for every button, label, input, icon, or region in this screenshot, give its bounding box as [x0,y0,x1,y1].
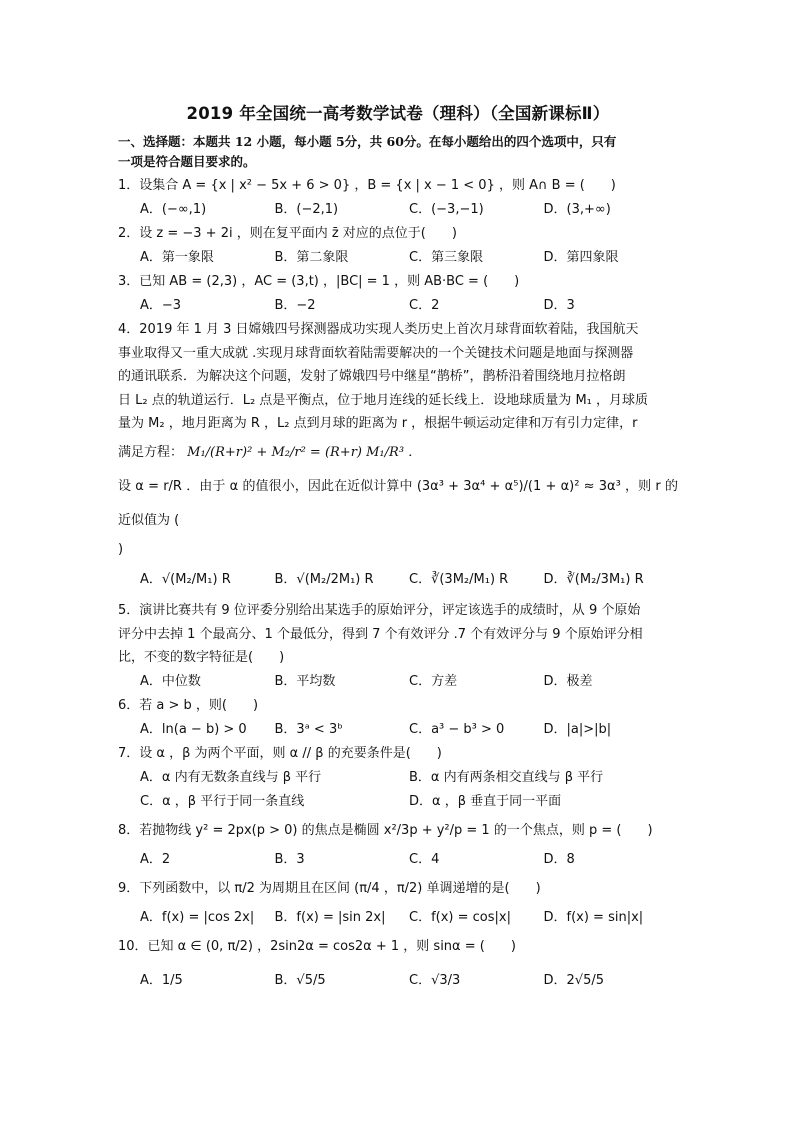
question-4-line-2: 事业取得又一重大成就 .实现月球背面软着陆需要解决的一个关键技术问题是地面与探测器 [118,345,634,361]
option-c: C．√3/3 [409,972,461,988]
option-b: B．第二象限 [274,250,349,265]
question-6-options [118,718,678,742]
question-4-options [118,561,678,599]
question-10: 10．已知 α ∈ (0, π/2) ，2sin2α = cos2α + 1 ，则 sinα = ( ) [118,938,516,954]
option-b: B．3 [274,851,305,867]
question-4-closing-paren: ) [118,541,124,557]
question-5-options [118,670,678,694]
section-heading [118,132,678,172]
option-d: D．(3,+∞) [543,202,611,217]
option-c: C．方差 [409,673,458,689]
option-a: A．中位数 [140,673,201,689]
question-7-options-row-2 [118,790,678,814]
option-b: B．√(M₂/2M₁) R [274,572,374,587]
question-8-options [118,848,678,872]
question-4-equation-line [118,436,678,470]
option-a: A．α 内有无数条直线与 β 平行 [140,769,322,785]
question-1-options [118,198,678,222]
option-d: D．∛(M₂/3M₁) R [543,572,644,587]
question-9: 9．下列函数中，以 π/2 为周期且在区间 (π/4 ，π/2) 单调递增的是( ) [118,880,541,896]
option-c: C．f(x) = cos|x| [409,909,511,925]
option-a: A．2 [140,851,171,867]
option-b: B．平均数 [274,673,336,689]
section-heading-line-1: 一、选择题：本题共 12 小题，每小题 5分，共 60分。在每小题给出的四个选项中，只有 [118,134,617,149]
question-3-options [118,294,678,318]
question-4-line-5: 量为 M₂ ，地月距离为 R ，L₂ 点到月球的距离为 r ，根据牛顿运动定律和万有引力定律，r [118,416,638,431]
option-a: A．(−∞,1) [140,202,207,217]
question-4-line-4: 日 L₂ 点的轨道运行．L₂ 点是平衡点，位于地月连线的延长线上．设地球质量为 M₁ ，月球质 [118,392,648,408]
section-heading-line-2: 一项是符合题目要求的。 [118,154,256,169]
option-d: D．8 [543,851,575,867]
option-c: C．2 [409,298,440,313]
question-4-line-3: 的通讯联系．为解决这个问题，发射了嫦娥四号中继星“鹊桥”，鹊桥沿着围绕地月拉格朗 [118,369,626,384]
question-6: 6．若 a > b ，则( ) [118,697,259,713]
question-2-options [118,246,678,270]
option-a: A．1/5 [140,972,183,988]
question-5-line-3: 比，不变的数字特征是( ) [118,650,285,665]
option-c: C．∛(3M₂/M₁) R [409,572,509,587]
option-d: D．极差 [543,673,593,689]
question-4 [118,318,678,561]
question-4-approx-line: 设 α = r/R ．由于 α 的值很小，因此在近似计算中 (3α³ + 3α⁴ + α⁵)/(1 + α)² ≈ 3α³ ，则 r 的近似值为 ( [118,478,678,528]
option-c: C．第三象限 [409,250,484,265]
question-3: 3．已知 AB = (2,3) ，AC = (3,t) ，|BC| = 1 ，则 AB·BC = ( ) [118,274,520,289]
question-9-options [118,906,678,930]
option-d: D．第四象限 [543,250,619,265]
option-a: A．第一象限 [140,250,214,265]
exam-page [118,100,678,998]
option-c: C．α ，β 平行于同一条直线 [140,793,305,809]
option-b: B．√5/5 [274,972,326,988]
option-b: B．(−2,1) [274,202,339,217]
question-5 [118,599,678,670]
question-7-options-row-1 [118,766,678,790]
option-a: A．√(M₂/M₁) R [140,572,231,587]
option-b: B．3ᵃ < 3ᵇ [274,721,343,737]
option-d: D．3 [543,298,575,313]
option-b: B．α 内有两条相交直线与 β 平行 [409,769,604,785]
option-a: A．f(x) = |cos 2x| [140,909,255,925]
question-2: 2．设 z = −3 + 2i ，则在复平面内 z̄ 对应的点位于( ) [118,226,457,241]
question-10-options [118,964,678,998]
question-1: 1．设集合 A = {x | x² − 5x + 6 > 0} ，B = {x | x − 1 < 0} ，则 A∩ B = ( ) [118,178,616,193]
option-d: D．α ，β 垂直于同一平面 [409,793,562,809]
equation-prefix: 满足方程： [118,444,184,460]
option-d: D．|a|>|b| [543,721,612,737]
question-4-line-1: 4．2019 年 1 月 3 日嫦娥四号探测器成功实现人类历史上首次月球背面软着陆，我国航天 [118,322,639,337]
option-a: A．−3 [140,298,182,313]
question-5-line-1: 5．演讲比赛共有 9 位评委分别给出某选手的原始评分，评定该选手的成绩时，从 9 个原始 [118,603,641,618]
question-7: 7．设 α ，β 为两个平面，则 α // β 的充要条件是( ) [118,745,442,761]
option-d: D．f(x) = sin|x| [543,909,644,925]
option-c: C．4 [409,851,440,867]
option-b: B．f(x) = |sin 2x| [274,909,386,925]
equation: M₁/(R+r)² + M₂/r² = (R+r) M₁/R³ ． [187,444,422,460]
option-a: A．ln(a − b) > 0 [140,721,247,737]
option-b: B．−2 [274,298,316,313]
option-c: C．(−3,−1) [409,202,484,217]
option-d: D．2√5/5 [543,972,604,988]
question-5-line-2: 评分中去掉 1 个最高分、1 个最低分，得到 7 个有效评分 .7 个有效评分与 9 个原始评分相 [118,626,643,642]
question-8: 8．若抛物线 y² = 2px(p > 0) 的焦点是椭圆 x²/3p + y²/p = 1 的一个焦点，则 p = ( ) [118,822,653,838]
option-c: C．a³ − b³ > 0 [409,721,505,737]
page-title: 2019 年全国统一高考数学试卷（理科）（全国新课标Ⅱ） [186,104,610,123]
